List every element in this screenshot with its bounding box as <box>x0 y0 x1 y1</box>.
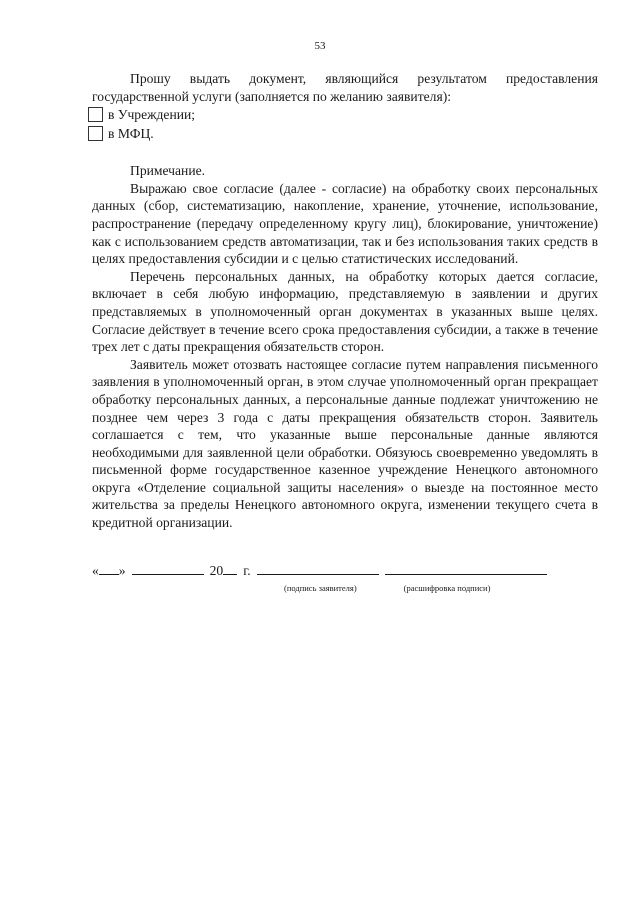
page-number: 53 <box>314 40 326 52</box>
signature-field[interactable] <box>257 560 379 575</box>
option-institution <box>92 105 598 124</box>
data-list-paragraph: Перечень персональных данных, на обработку которых дается согласие, включает в себя любую информацию, представляемую в заявлении и других представляемых в уполномоченный орган документах в указанных выше целях. Согласие действует в течение всего срока предоставления субсидии, а также в течение трех лет с даты прекращения обязательств сторон. <box>92 268 598 355</box>
close-quote: » <box>118 562 126 578</box>
signature-line <box>92 560 598 580</box>
document-body <box>92 70 598 598</box>
withdrawal-paragraph: Заявитель может отозвать настоящее согласие путем направления письменного заявления в уполномоченный орган, в этом случае уполномоченный орган прекращает обработку персональных данных, а персональные данные подлежат уничтожению не позднее чем через 3 года с даты прекращения обязательств сторон. Заявитель соглашается с тем, что указанные выше персональные данные являются необходимыми для заявленной цели обработки. Обязуюсь своевременно уведомлять в письменной форме государственное казенное учреждение Ненецкого автономного округа «Отделение социальной защиты населения» о выезде на постоянное место жительства за пределы Ненецкого автономного округа, изменении текущего счета в кредитной организации. <box>92 356 598 531</box>
year-prefix: 20 <box>209 562 224 578</box>
option-mfc <box>92 124 598 143</box>
option-mfc-label: в МФЦ. <box>108 125 154 141</box>
option-institution-label: в Учреждении; <box>108 106 196 122</box>
year-field[interactable] <box>223 560 237 575</box>
decoding-field[interactable] <box>385 560 547 575</box>
signature-captions <box>92 580 598 598</box>
month-field[interactable] <box>132 560 204 575</box>
mfc-checkbox[interactable] <box>88 126 103 141</box>
open-quote: « <box>92 562 99 578</box>
consent-paragraph: Выражаю свое согласие (далее - согласие) на обработку своих персональных данных (сбор, систематизацию, накопление, хранение, уточнение, использование, распространение (передачу определенному кругу лиц), блокирование, уничтожение) как с использованием средств автоматизации, так и без использования таких средств в целях предоставления субсидии и с целью статистических исследований. <box>92 180 598 267</box>
institution-checkbox[interactable] <box>88 107 103 122</box>
request-paragraph: Прошу выдать документ, являющийся результатом предоставления государственной услуги (заполняется по желанию заявителя): <box>92 71 598 104</box>
signature-caption: (подпись заявителя) <box>284 583 357 594</box>
day-field[interactable] <box>99 560 119 575</box>
delivery-options <box>92 105 598 143</box>
year-suffix: г. <box>243 562 251 578</box>
decoding-caption: (расшифровка подписи) <box>403 583 491 594</box>
note-title: Примечание. <box>130 163 206 179</box>
